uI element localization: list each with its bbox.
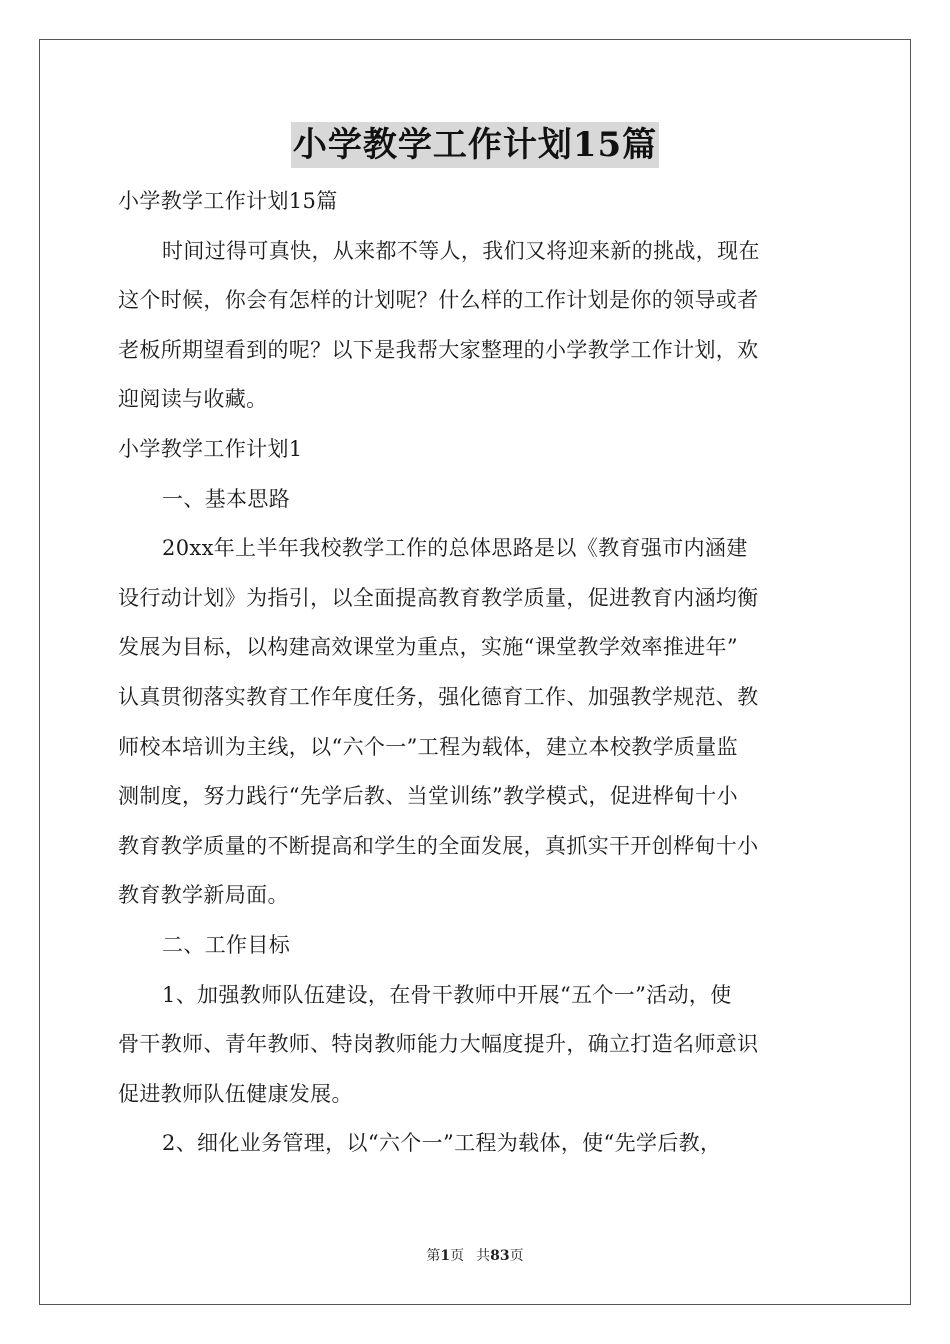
paragraph-line: 老板所期望看到的呢？以下是我帮大家整理的小学教学工作计划，欢 — [118, 337, 759, 362]
subsection-heading: 二、工作目标 — [162, 932, 291, 957]
subtitle-line: 小学教学工作计划15篇 — [118, 189, 338, 213]
paragraph-line: 师校本培训为主线，以“六个一”工程为载体，建立本校教学质量监 — [118, 734, 738, 759]
paragraph-line: 2、细化业务管理，以“六个一”工程为载体，使“先学后教， — [162, 1131, 722, 1156]
paragraph-line: 促进教师队伍健康发展。 — [118, 1081, 353, 1106]
title-container — [0, 122, 950, 168]
paragraph-line: 1、加强教师队伍建设，在骨干教师中开展“五个一”活动，使 — [162, 982, 732, 1007]
section-heading: 小学教学工作计划1 — [118, 436, 303, 461]
paragraph-line: 时间过得可真快，从来都不等人，我们又将迎来新的挑战，现在 — [162, 238, 760, 263]
paragraph-line: 这个时候，你会有怎样的计划呢？什么样的工作计划是你的领导或者 — [118, 288, 759, 313]
paragraph-line: 测制度，努力践行“先学后教、当堂训练”教学模式，促进桦甸十小 — [118, 784, 738, 809]
paragraph-line: 认真贯彻落实教育工作年度任务，强化德育工作、加强教学规范、教 — [118, 684, 759, 709]
paragraph-line: 设行动计划》为指引，以全面提高教育教学质量，促进教育内涵均衡 — [118, 585, 759, 610]
paragraph-line: 迎阅读与收藏。 — [118, 387, 268, 412]
current-page-number: 1 — [440, 1248, 451, 1264]
total-pages-number: 83 — [490, 1248, 510, 1264]
paragraph-line: 骨干教师、青年教师、特岗教师能力大幅度提升，确立打造名师意识 — [118, 1032, 759, 1057]
paragraph-line: 20xx年上半年我校教学工作的总体思路是以《教育强市内涵建 — [162, 536, 748, 561]
paragraph-line: 教育教学质量的不断提高和学生的全面发展，真抓实干开创桦甸十小 — [118, 833, 759, 858]
subsection-heading: 一、基本思路 — [162, 486, 291, 511]
total-suffix: 页 — [509, 1248, 524, 1264]
paragraph-line: 教育教学新局面。 — [118, 883, 289, 908]
page-footer — [0, 1246, 950, 1266]
page-suffix: 页 — [450, 1248, 465, 1264]
document-title: 小学教学工作计划15篇 — [291, 122, 659, 168]
paragraph-line: 发展为目标，以构建高效课堂为重点，实施“课堂教学效率推进年” — [118, 635, 738, 660]
total-prefix: 共 — [476, 1248, 491, 1264]
page-prefix: 第 — [426, 1248, 441, 1264]
document-body — [118, 177, 836, 1169]
